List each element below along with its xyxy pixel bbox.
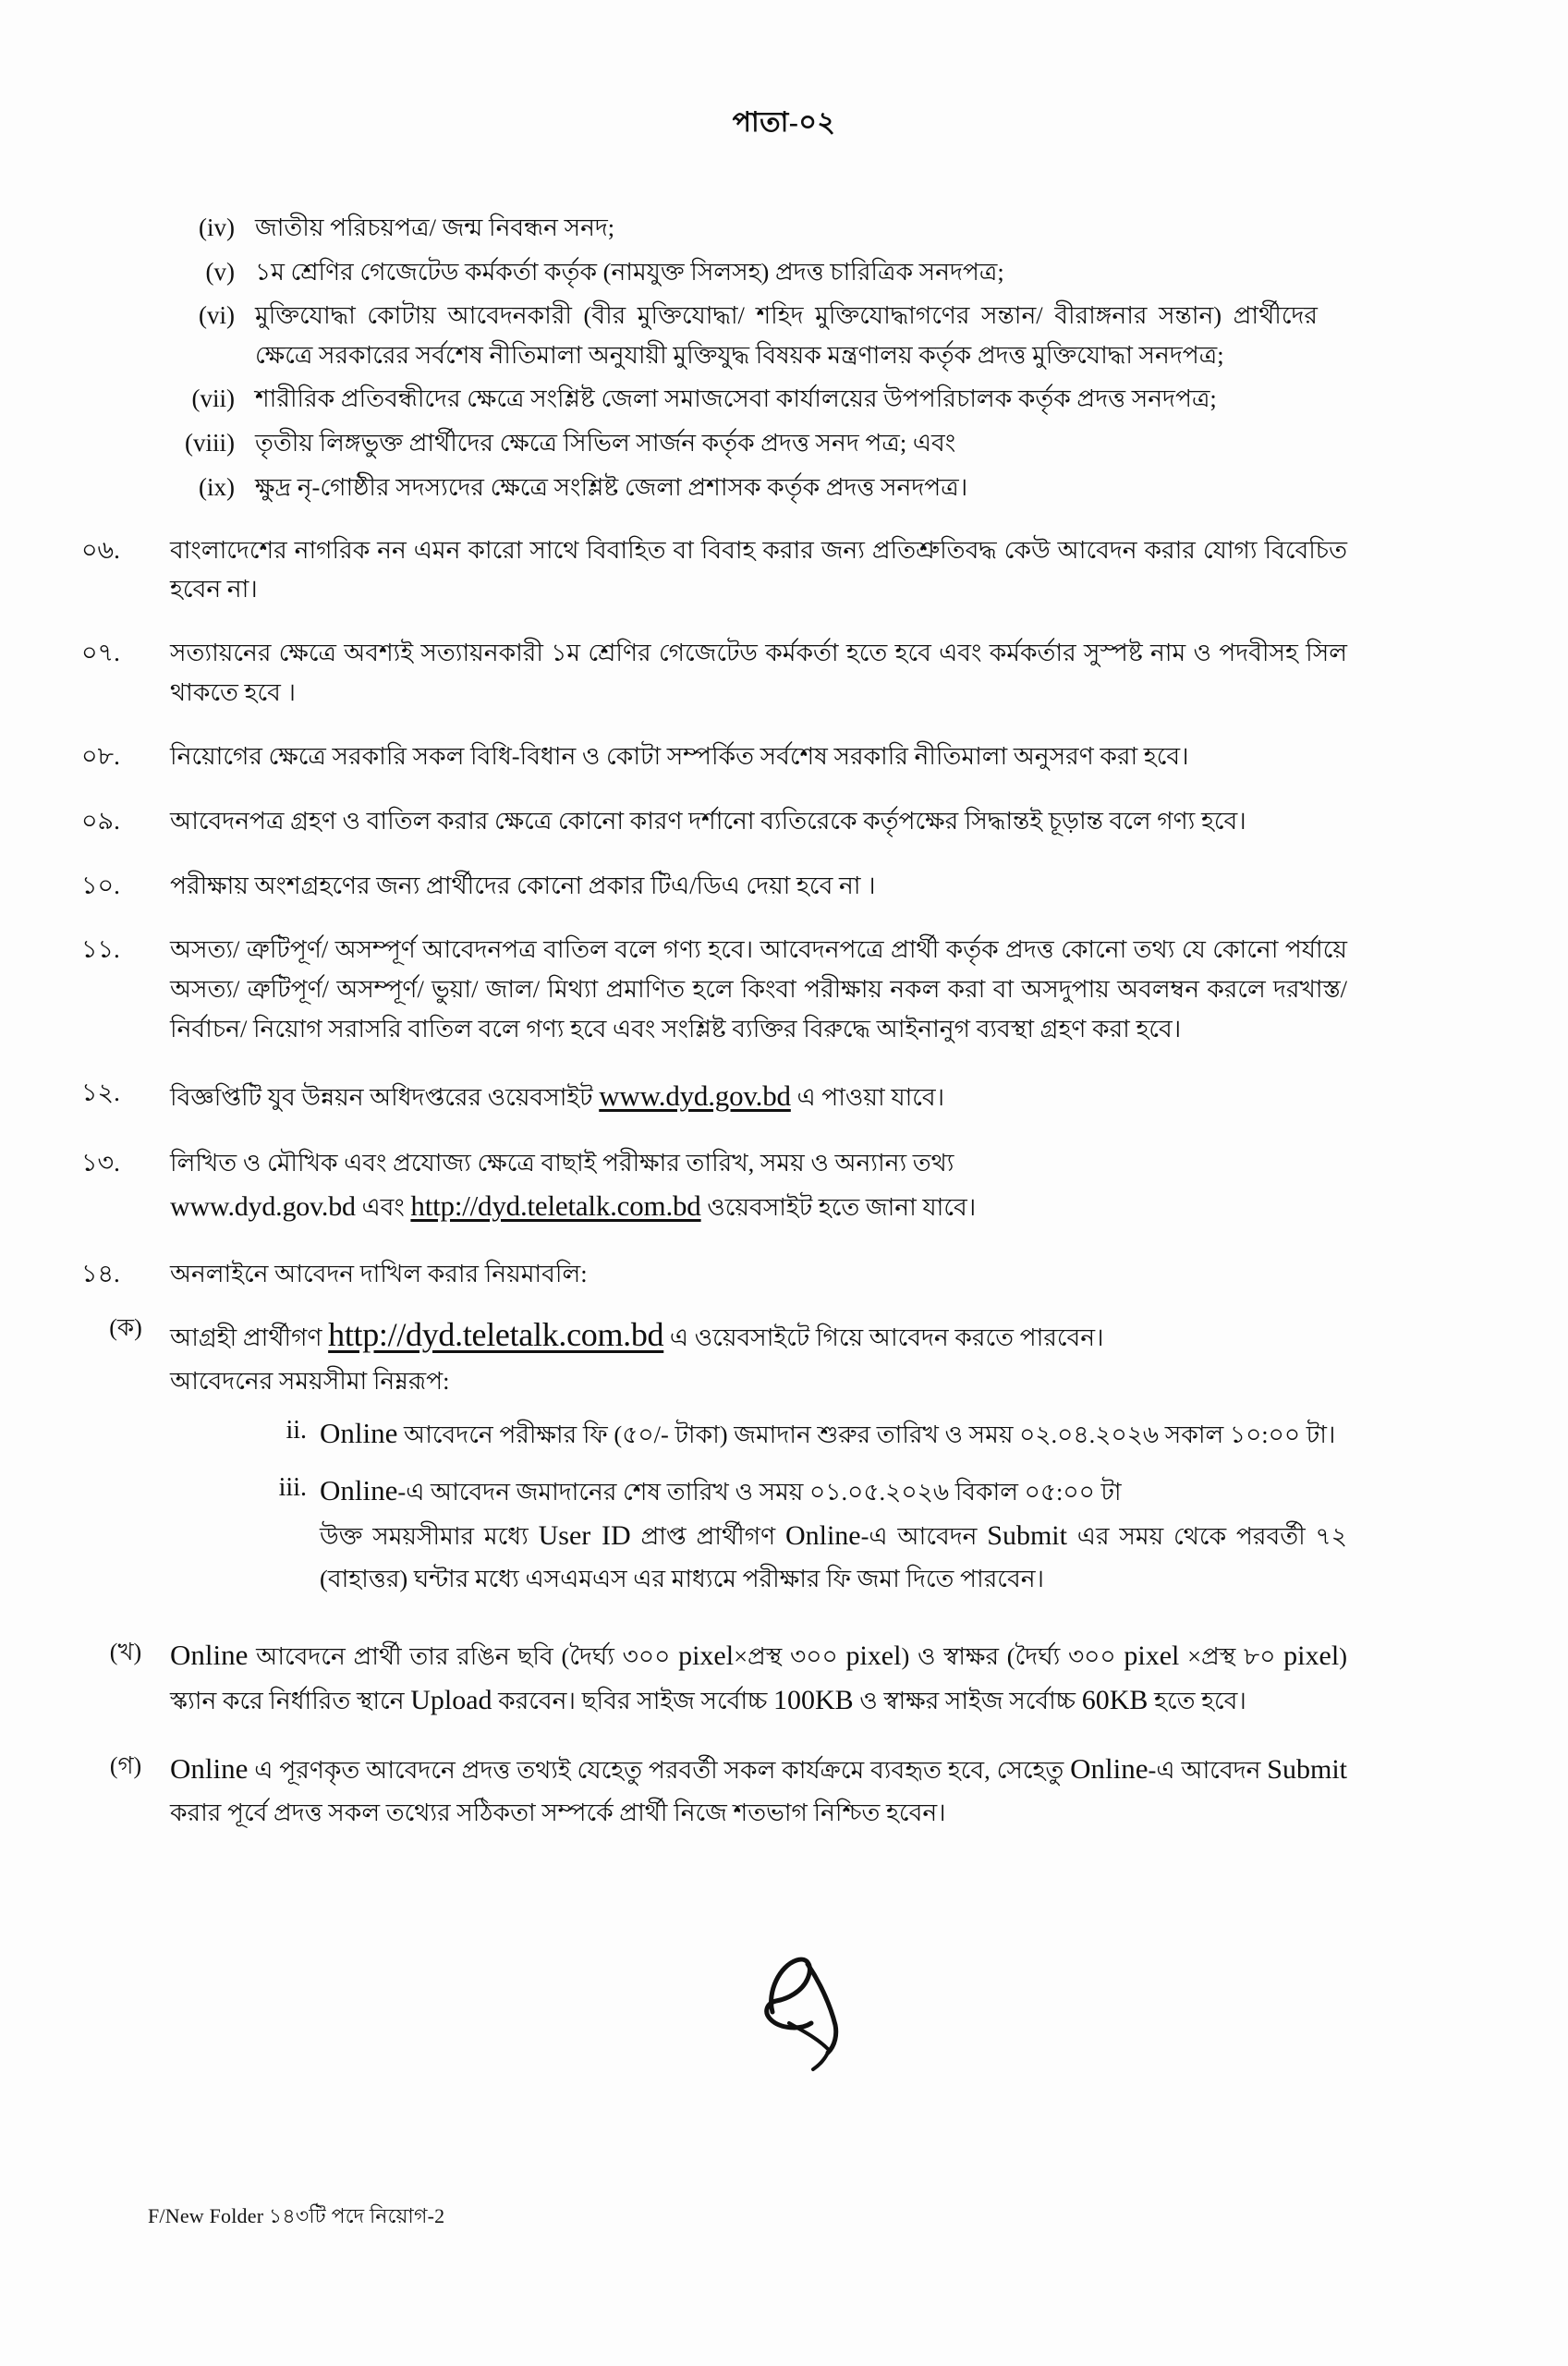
kha-t2: ×প্রস্থ ৩০০	[734, 1641, 846, 1670]
list-item	[146, 468, 1318, 508]
clause-14	[81, 1254, 1347, 1295]
kha-t7: ও স্বাক্ষর সাইজ সর্বোচ্চ	[853, 1687, 1082, 1715]
pixel-label: pixel	[678, 1640, 735, 1671]
list-text: ক্ষুদ্র নৃ-গোষ্ঠীর সদস্যদের ক্ষেত্রে সংশ্লিষ্ট জেলা প্রশাসক কর্তৃক প্রদত্ত সনদপত্র।	[255, 472, 968, 501]
online-label: Online	[320, 1474, 398, 1507]
numbered-clause-list	[81, 531, 1347, 1833]
clause-12	[81, 1073, 1347, 1119]
dyd-website-link[interactable]: www.dyd.gov.bd	[599, 1079, 791, 1113]
list-item	[146, 252, 1318, 293]
clause-text-before: বিজ্ঞপ্তিটি যুব উন্নয়ন অধিদপ্তরের ওয়েবসাইট	[170, 1083, 600, 1112]
clause-text: পরীক্ষায় অংশগ্রহণের জন্য প্রার্থীদের কোনো প্রকার টিএ/ডিএ দেয়া হবে না ।	[170, 871, 876, 899]
online-label: Online	[170, 1752, 249, 1786]
signature-icon	[739, 1927, 906, 2084]
note-before: উক্ত সময়সীমার মধ্যে	[320, 1522, 539, 1551]
deadline-item-iii	[259, 1468, 1347, 1599]
dyd-website-link[interactable]: www.dyd.gov.bd	[170, 1191, 356, 1223]
clause-07	[81, 633, 1347, 713]
clause-10	[81, 866, 1347, 907]
clause-text-after: এ পাওয়া যাবে।	[790, 1083, 945, 1112]
list-item	[146, 296, 1318, 375]
clause-marker: ০৬.	[81, 535, 120, 564]
note-mid-1: প্রাপ্ত প্রার্থীগণ	[630, 1522, 785, 1551]
clause-09	[81, 801, 1347, 842]
kha-t6: করবেন। ছবির সাইজ সর্বোচ্চ	[492, 1687, 773, 1715]
kha-t5: ) স্ক্যান করে নির্ধারিত স্থানে	[170, 1641, 1347, 1715]
clause-marker: ০৮.	[81, 742, 120, 771]
clause-text: অসত্য/ ত্রুটিপূর্ণ/ অসম্পূর্ণ আবেদনপত্র বাতিল বলে গণ্য হবে। আবেদনপত্রে প্রার্থী কর্তৃক প্রদত্ত কোনো তথ্য যে কোনো পর্যায়ে অসত্য/ ত্রুটিপূর্ণ/ অসম্পূর্ণ/ ভুয়া/ জাল/ মিথ্যা প্রমাণিত হলে কিংবা পরীক্ষায় নকল করা বা অসদুপায় অবলম্বন করলে দরখাস্ত/ নির্বাচন/ নিয়োগ সরাসরি বাতিল বলে গণ্য হবে এবং সংশ্লিষ্ট ব্যক্তির বিরুদ্ধে আইনানুগ ব্যবস্থা গ্রহণ করা হবে।	[170, 935, 1347, 1043]
conjunction-text: এবং	[355, 1193, 411, 1222]
clause-marker: ০৯.	[81, 806, 120, 835]
clause-text-after: ওয়েবসাইট হতে জানা যাবে।	[700, 1193, 977, 1222]
document-footer: F/New Folder ১৪৩টি পদে নিয়োগ-2	[148, 2204, 445, 2227]
clause-text: বাংলাদেশের নাগরিক নন এমন কারো সাথে বিবাহিত বা বিবাহ করার জন্য প্রতিশ্রুতিবদ্ধ কেউ আবেদন করার যোগ্য বিবেচিত হবেন না।	[170, 535, 1347, 604]
clause-text: নিয়োগের ক্ষেত্রে সরকারি সকল বিধি-বিধান ও কোটা সম্পর্কিত সর্বশেষ সরকারি নীতিমালা অনুসরণ করা হবে।	[170, 742, 1189, 771]
deadline-item-ii	[259, 1410, 1347, 1457]
note-after: এর সময় থেকে পরবর্তী ৭২ (বাহাত্তর) ঘন্টার মধ্যে এসএমএস এর মাধ্যমে পরীক্ষার ফি জমা দিতে পারবেন।	[320, 1522, 1347, 1592]
clause-marker: ১৩.	[81, 1149, 120, 1177]
deadline-detail: -এ আবেদন জমাদানের শেষ তারিখ ও সময় ০১.০৫.২০২৬ বিকাল ০৫:০০ টা	[397, 1478, 1122, 1506]
deadline-text	[320, 1410, 1347, 1457]
kha-t3: ) ও স্বাক্ষর (দৈর্ঘ্য ৩০০	[901, 1641, 1124, 1670]
list-item	[146, 423, 1318, 464]
clause-text: আবেদনপত্র গ্রহণ ও বাতিল করার ক্ষেত্রে কোনো কারণ দর্শানো ব্যতিরেকে কর্তৃপক্ষের সিদ্ধান্তই চূড়ান্ত বলে গণ্য হবে।	[170, 806, 1246, 835]
ga-t2: -এ আবেদন	[1148, 1756, 1268, 1785]
kha-t1: আবেদনে প্রার্থী তার রঙিন ছবি (দৈর্ঘ্য ৩০০	[248, 1641, 679, 1670]
online-label: Online	[784, 1520, 861, 1552]
page-label: পাতা-০২	[732, 107, 836, 138]
clause-06	[81, 531, 1347, 610]
deadline-marker: iii.	[278, 1473, 307, 1503]
clause-marker: ১৪.	[81, 1259, 120, 1287]
online-label: Online	[1070, 1752, 1149, 1786]
pixel-label: pixel	[1283, 1640, 1340, 1671]
application-deadline-list	[259, 1410, 1347, 1599]
clause-text	[170, 1143, 1347, 1230]
subclause-marker: (খ)	[109, 1638, 142, 1665]
roman-numeral-list	[146, 208, 1318, 508]
clause-text	[170, 1073, 1347, 1119]
list-item	[146, 379, 1318, 420]
subclause-marker: (গ)	[109, 1752, 142, 1780]
clause-text: সত্যায়নের ক্ষেত্রে অবশ্যই সত্যায়নকারী ১ম শ্রেণির গেজেটেড কর্মকর্তা হতে হবে এবং কর্মকর্তার সুস্পষ্ট নাম ও পদবীসহ সিল থাকতে হবে ।	[170, 639, 1347, 707]
submit-label: Submit	[1267, 1754, 1347, 1786]
clause-marker: ১১.	[81, 935, 120, 964]
online-label: Online	[320, 1416, 398, 1449]
clause-13-line-1: লিখিত ও মৌখিক এবং প্রযোজ্য ক্ষেত্রে বাছাই পরীক্ষার তারিখ, সময় ও অন্যান্য তথ্য	[170, 1149, 954, 1177]
clause-marker: ০৭.	[81, 639, 120, 667]
subclause-ka-line-2: আবেদনের সময়সীমা নিম্নরূপ:	[170, 1366, 450, 1395]
clause-13-line-2	[170, 1183, 1347, 1230]
submit-label: Submit	[987, 1520, 1067, 1552]
clause-11	[81, 930, 1347, 1049]
photo-max-size: 100KB	[772, 1685, 854, 1716]
pixel-label: pixel	[1124, 1640, 1180, 1671]
teletalk-website-link[interactable]: http://dyd.teletalk.com.bd	[410, 1189, 701, 1223]
kha-t8: হতে হবে।	[1148, 1687, 1246, 1715]
subclause-text	[170, 1308, 1347, 1610]
note-mid-2: -এ আবেদন	[860, 1522, 988, 1551]
deadline-iii-note	[320, 1514, 1347, 1599]
upload-label: Upload	[410, 1685, 492, 1716]
clause-13	[81, 1143, 1347, 1230]
signature-max-size: 60KB	[1081, 1685, 1149, 1716]
subclause-ka	[81, 1308, 1347, 1610]
list-marker: (viii)	[185, 429, 235, 457]
clause-text: অনলাইনে আবেদন দাখিল করার নিয়মাবলি:	[170, 1259, 588, 1287]
list-text: মুক্তিযোদ্ধা কোটায় আবেদনকারী (বীর মুক্তিযোদ্ধা/ শহিদ মুক্তিযোদ্ধাগণের সন্তান/ বীরাঙ্গনার সন্তান) প্রার্থীদের ক্ষেত্রে সরকারের সর্বশেষ নীতিমালা অনুযায়ী মুক্তিযুদ্ধ বিষয়ক মন্ত্রণালয় কর্তৃক প্রদত্ত মুক্তিযোদ্ধা সনদপত্র;	[255, 301, 1318, 370]
subclause-ka-line-1	[170, 1308, 1347, 1361]
user-id-label: User ID	[538, 1520, 631, 1552]
list-text: শারীরিক প্রতিবন্ধীদের ক্ষেত্রে সংশ্লিষ্ট জেলা সমাজসেবা কার্যালয়ের উপপরিচালক কর্তৃক প্রদত্ত সনদপত্র;	[255, 384, 1217, 413]
list-marker: (vi)	[199, 301, 235, 330]
list-text: জাতীয় পরিচয়পত্র/ জন্ম নিবন্ধন সনদ;	[255, 213, 615, 241]
kha-t4: ×প্রস্থ ৮০	[1179, 1641, 1284, 1670]
subclause-text-after: এ ওয়েবসাইটে গিয়ে আবেদন করতে পারবেন।	[663, 1323, 1104, 1351]
clause-marker: ১০.	[81, 871, 120, 899]
teletalk-website-link[interactable]: http://dyd.teletalk.com.bd	[328, 1315, 664, 1353]
subclause-text	[170, 1746, 1347, 1833]
ga-t1: এ পূরণকৃত আবেদনে প্রদত্ত তথ্যই যেহেতু পরবর্তী সকল কার্যক্রমে ব্যবহৃত হবে, সেহেতু	[248, 1756, 1071, 1785]
deadline-iii-line-1	[320, 1468, 1347, 1514]
list-text: ১ম শ্রেণির গেজেটেড কর্মকর্তা কর্তৃক (নামযুক্ত সিলসহ) প্রদত্ত চারিত্রিক সনদপত্র;	[255, 257, 1004, 286]
subclause-text-before: আগ্রহী প্রার্থীগণ	[170, 1323, 329, 1351]
deadline-marker: ii.	[286, 1415, 307, 1445]
list-text: তৃতীয় লিঙ্গভুক্ত প্রার্থীদের ক্ষেত্রে সিভিল সার্জন কর্তৃক প্রদত্ত সনদ পত্র; এবং	[255, 429, 956, 457]
pixel-label: pixel	[845, 1640, 902, 1671]
subclause-marker: (ক)	[109, 1313, 142, 1341]
list-item	[146, 208, 1318, 249]
ga-t3: করার পূর্বে প্রদত্ত সকল তথ্যের সঠিকতা সম্পর্কে প্রার্থী নিজে শতভাগ নিশ্চিত হবেন।	[170, 1798, 946, 1826]
deadline-text	[320, 1468, 1347, 1599]
subclause-kha	[81, 1632, 1347, 1724]
subclause-text	[170, 1632, 1347, 1724]
deadline-detail: আবেদনে পরীক্ষার ফি (৫০/- টাকা) জমাদান শুরুর তারিখ ও সময় ০২.০৪.২০২৬ সকাল ১০:০০ টা।	[397, 1420, 1336, 1448]
list-marker: (ix)	[199, 472, 235, 501]
subclause-ga	[81, 1746, 1347, 1833]
list-marker: (vii)	[191, 384, 235, 413]
list-marker: (iv)	[199, 213, 235, 241]
clause-08	[81, 737, 1347, 777]
clause-marker: ১২.	[81, 1079, 120, 1107]
list-marker: (v)	[205, 257, 235, 286]
online-label: Online	[170, 1638, 249, 1671]
